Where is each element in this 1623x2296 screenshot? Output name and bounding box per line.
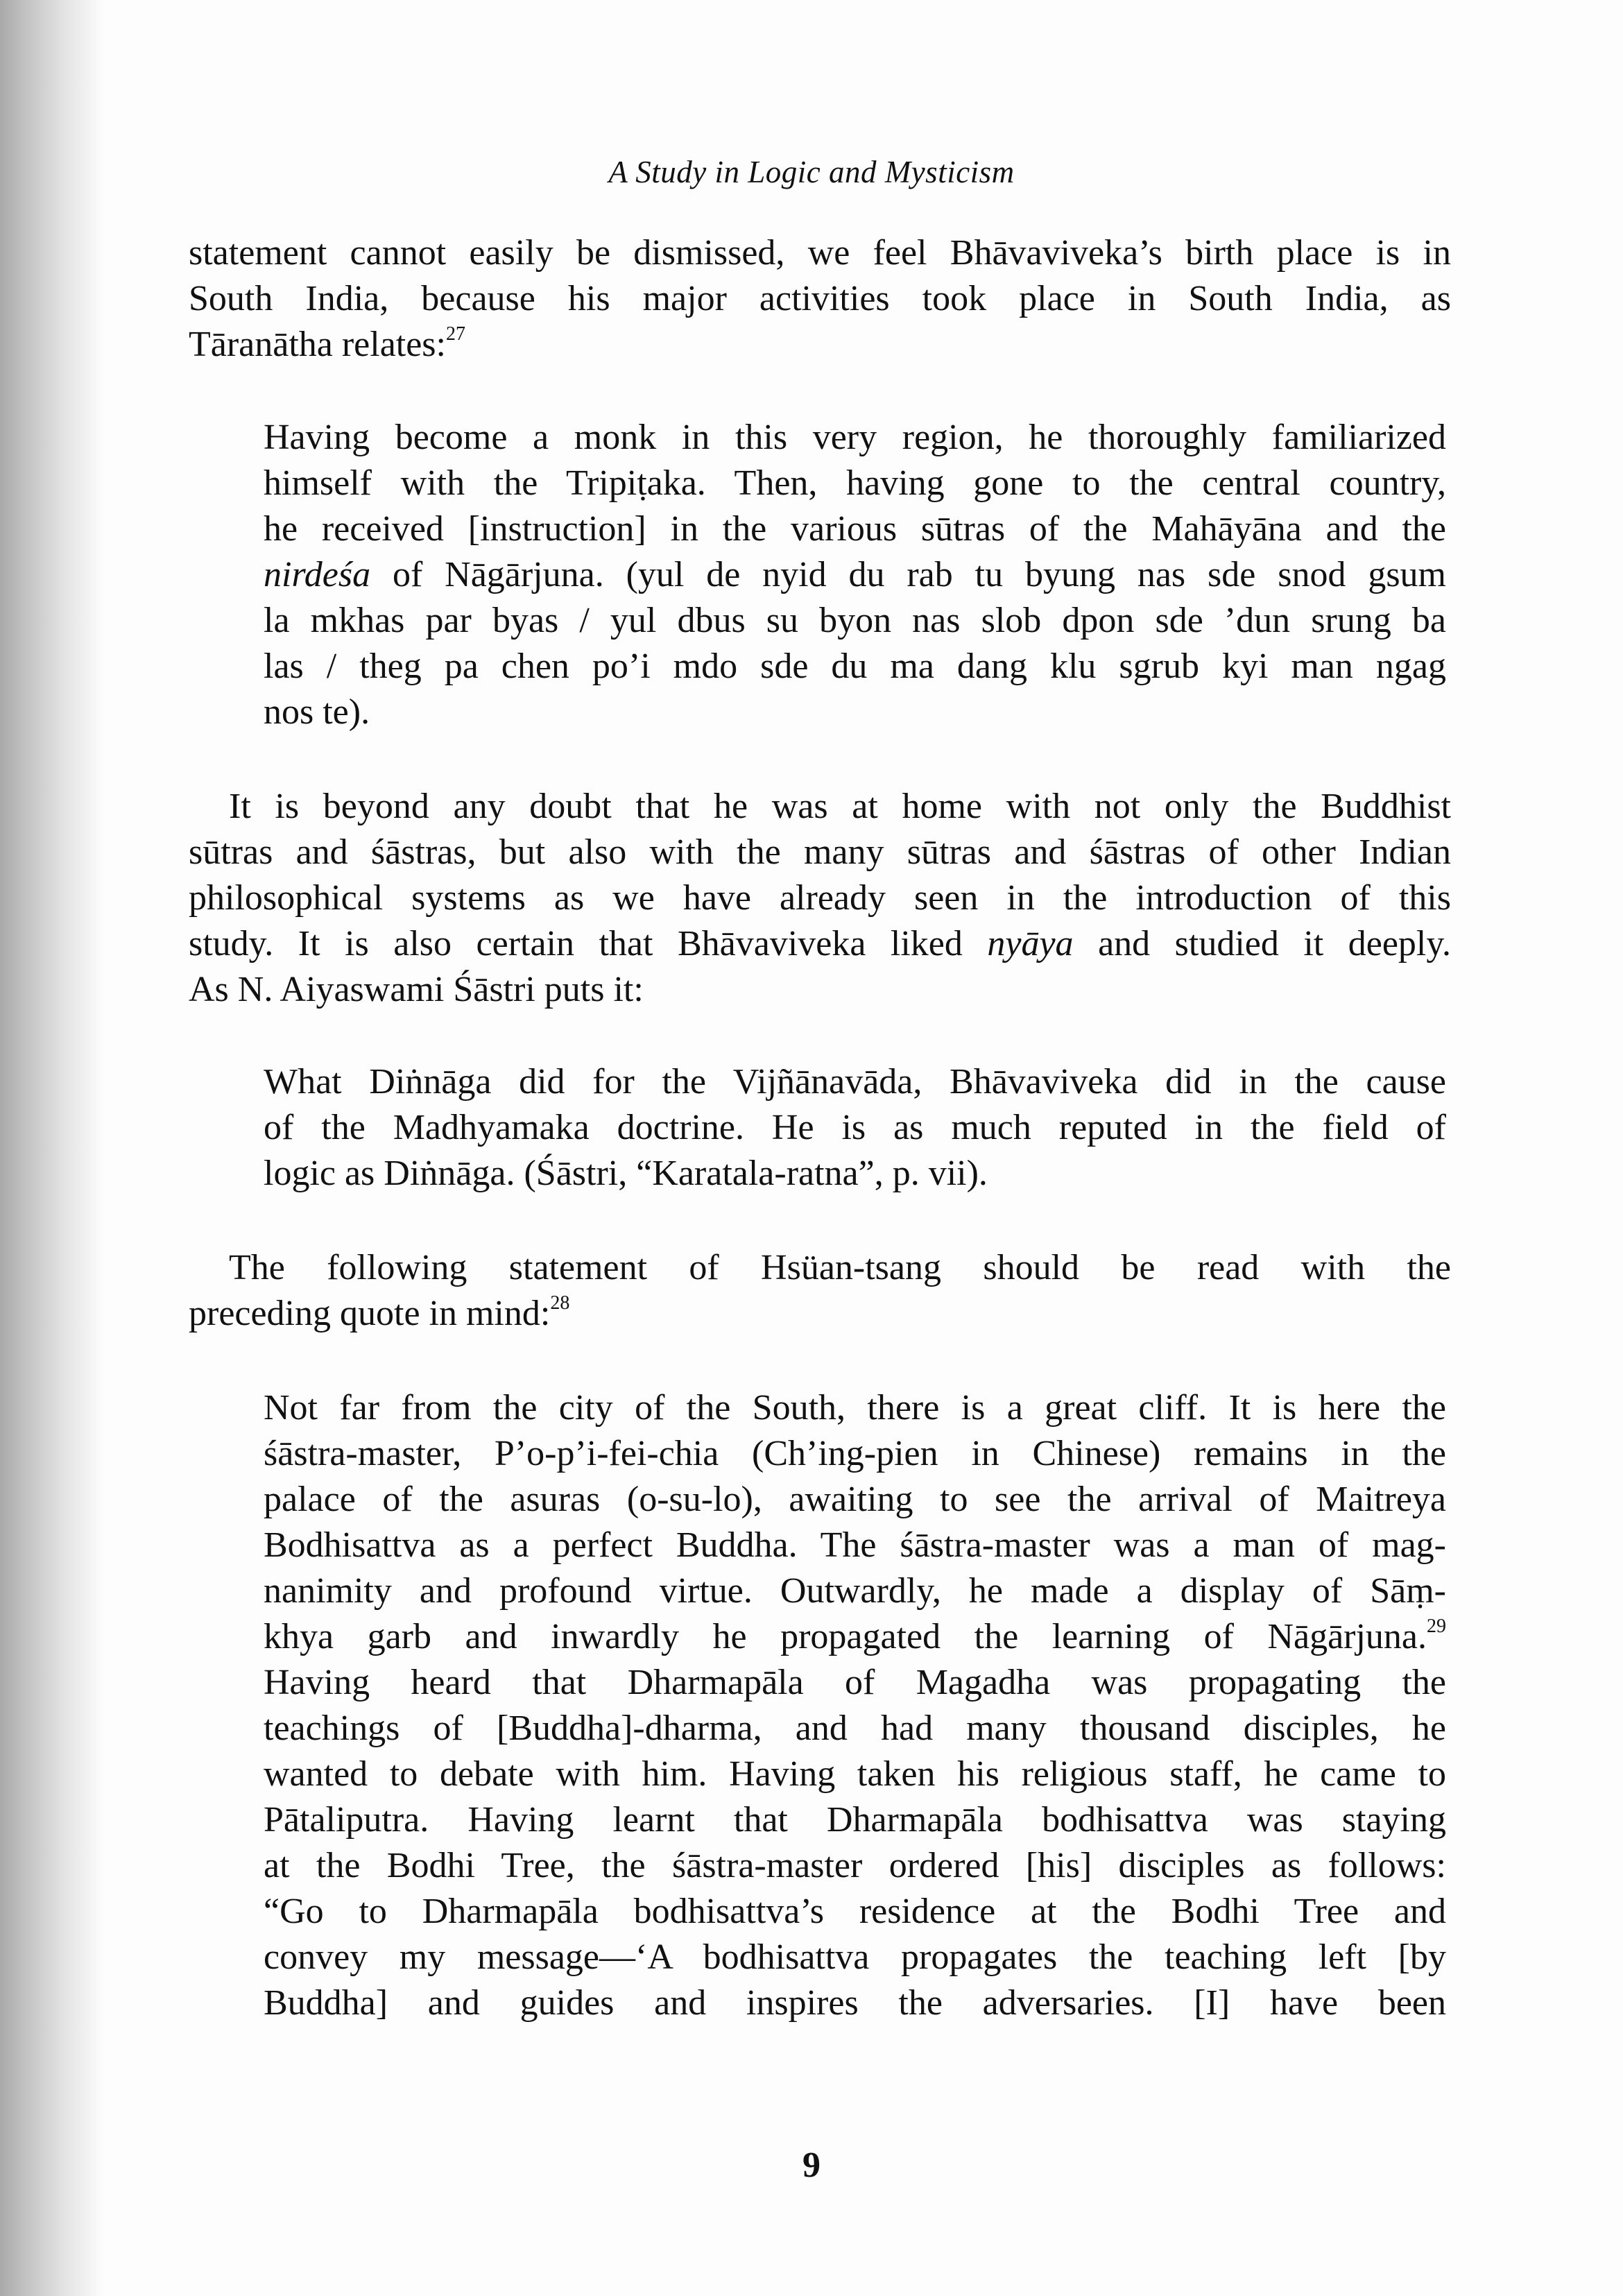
quote-3-line-7: Having heard that Dharmapāla of Magadha was propagating the: [264, 1663, 1446, 1702]
paragraph-1-line-1: statement cannot easily be dismissed, we feel Bhāvaviveka’s birth place is in: [189, 233, 1451, 273]
paragraph-2-line-3: philosophical systems as we have already seen in the introduction of this: [189, 878, 1451, 918]
quote-1-line-4-text: of Nāgārjuna. (yul de nyid du rab tu byung nas sde snod gsum: [370, 555, 1446, 594]
quote-3-line-2: śāstra-master, P’o-p’i-fei-chia (Ch’ing-pien in Chinese) remains in the: [264, 1434, 1446, 1473]
quote-1-line-3: he received [instruction] in the various sūtras of the Mahāyāna and the: [264, 509, 1446, 549]
quote-2-line-2: of the Madhyamaka doctrine. He is as much reputed in the field of: [264, 1108, 1446, 1147]
footnote-ref-28[interactable]: 28: [550, 1292, 570, 1314]
quote-3-line-1: Not far from the city of the South, there is a great cliff. It is here the: [264, 1388, 1446, 1428]
quote-1-line-1: Having become a monk in this very region, he thoroughly familiarized: [264, 418, 1446, 457]
term-nyaya: nyāya: [987, 924, 1074, 963]
paragraph-3-line-1: The following statement of Hsüan-tsang should be read with the: [229, 1248, 1451, 1287]
paragraph-1-line-2: South India, because his major activities took place in South India, as: [189, 279, 1451, 318]
footnote-ref-29[interactable]: 29: [1427, 1616, 1446, 1637]
paragraph-2-line-2: sūtras and śāstras, but also with the many sūtras and śāstras of other Indian: [189, 832, 1451, 872]
quote-3-line-8: teachings of [Buddha]-dharma, and had many thousand disciples, he: [264, 1708, 1446, 1748]
quote-1-line-7: nos te).: [264, 692, 370, 732]
quote-3-line-11: at the Bodhi Tree, the śāstra-master ordered [his] disciples as follows:: [264, 1846, 1446, 1885]
paragraph-2-line-5: As N. Aiyaswami Śāstri puts it:: [189, 970, 644, 1009]
quote-3-line-12: “Go to Dharmapāla bodhisattva’s residence at the Bodhi Tree and: [264, 1892, 1446, 1931]
quote-3-line-3: palace of the asuras (o-su-lo), awaiting to see the arrival of Maitreya: [264, 1480, 1446, 1519]
quote-1-line-2: himself with the Tripiṭaka. Then, having gone to the central country,: [264, 463, 1446, 503]
quote-1-line-5: la mkhas par byas / yul dbus su byon nas slob dpon sde ’dun srung ba: [264, 601, 1446, 640]
term-nirdesa: nirdeśa: [264, 555, 371, 594]
paragraph-1-line-3: [189, 322, 1451, 368]
quote-3-line-6-text: khya garb and inwardly he propagated the learning of Nāgārjuna.: [264, 1617, 1427, 1656]
paragraph-3-line-2: [189, 1291, 1451, 1337]
running-header: A Study in Logic and Mysticism: [608, 155, 1015, 189]
quote-1-line-6: las / theg pa chen po’i mdo sde du ma dang klu sgrub kyi man ngag: [264, 646, 1446, 686]
quote-3-line-10: Pātaliputra. Having learnt that Dharmapāla bodhisattva was staying: [264, 1800, 1446, 1840]
paragraph-2-line-4-text-b: and studied it deeply.: [1073, 924, 1451, 963]
paragraph-3-line-2-text: preceding quote in mind:: [189, 1294, 551, 1333]
quote-3-line-14: Buddha] and guides and inspires the adversaries. [I] have been: [264, 1983, 1446, 2023]
quote-3-line-6: [264, 1614, 1446, 1660]
quote-3-line-9: wanted to debate with him. Having taken his religious staff, he came to: [264, 1754, 1446, 1794]
page-number: 9: [802, 2145, 821, 2185]
paragraph-1-line-3-text: Tāranātha relates:: [189, 325, 446, 364]
quote-3-line-13: convey my message—‘A bodhisattva propagates the teaching left [by: [264, 1937, 1446, 1977]
footnote-ref-27[interactable]: 27: [445, 323, 465, 345]
quote-2-line-1: What Diṅnāga did for the Vijñānavāda, Bhāvaviveka did in the cause: [264, 1062, 1446, 1102]
paragraph-2-line-1: It is beyond any doubt that he was at home with not only the Buddhist: [229, 787, 1451, 826]
paragraph-2-line-4: [189, 921, 1451, 967]
quote-2-line-3: logic as Diṅnāga. (Śāstri, “Karatala-ratna”, p. vii).: [264, 1154, 988, 1193]
paragraph-2-line-4-text-a: study. It is also certain that Bhāvaviveka liked: [189, 924, 988, 963]
quote-3-line-5: nanimity and profound virtue. Outwardly, he made a display of Sāṃ-: [264, 1571, 1446, 1611]
quote-1-line-4: [264, 552, 1446, 598]
quote-3-line-4: Bodhisattva as a perfect Buddha. The śāstra-master was a man of mag-: [264, 1525, 1446, 1565]
binding-shadow: [0, 0, 104, 2296]
